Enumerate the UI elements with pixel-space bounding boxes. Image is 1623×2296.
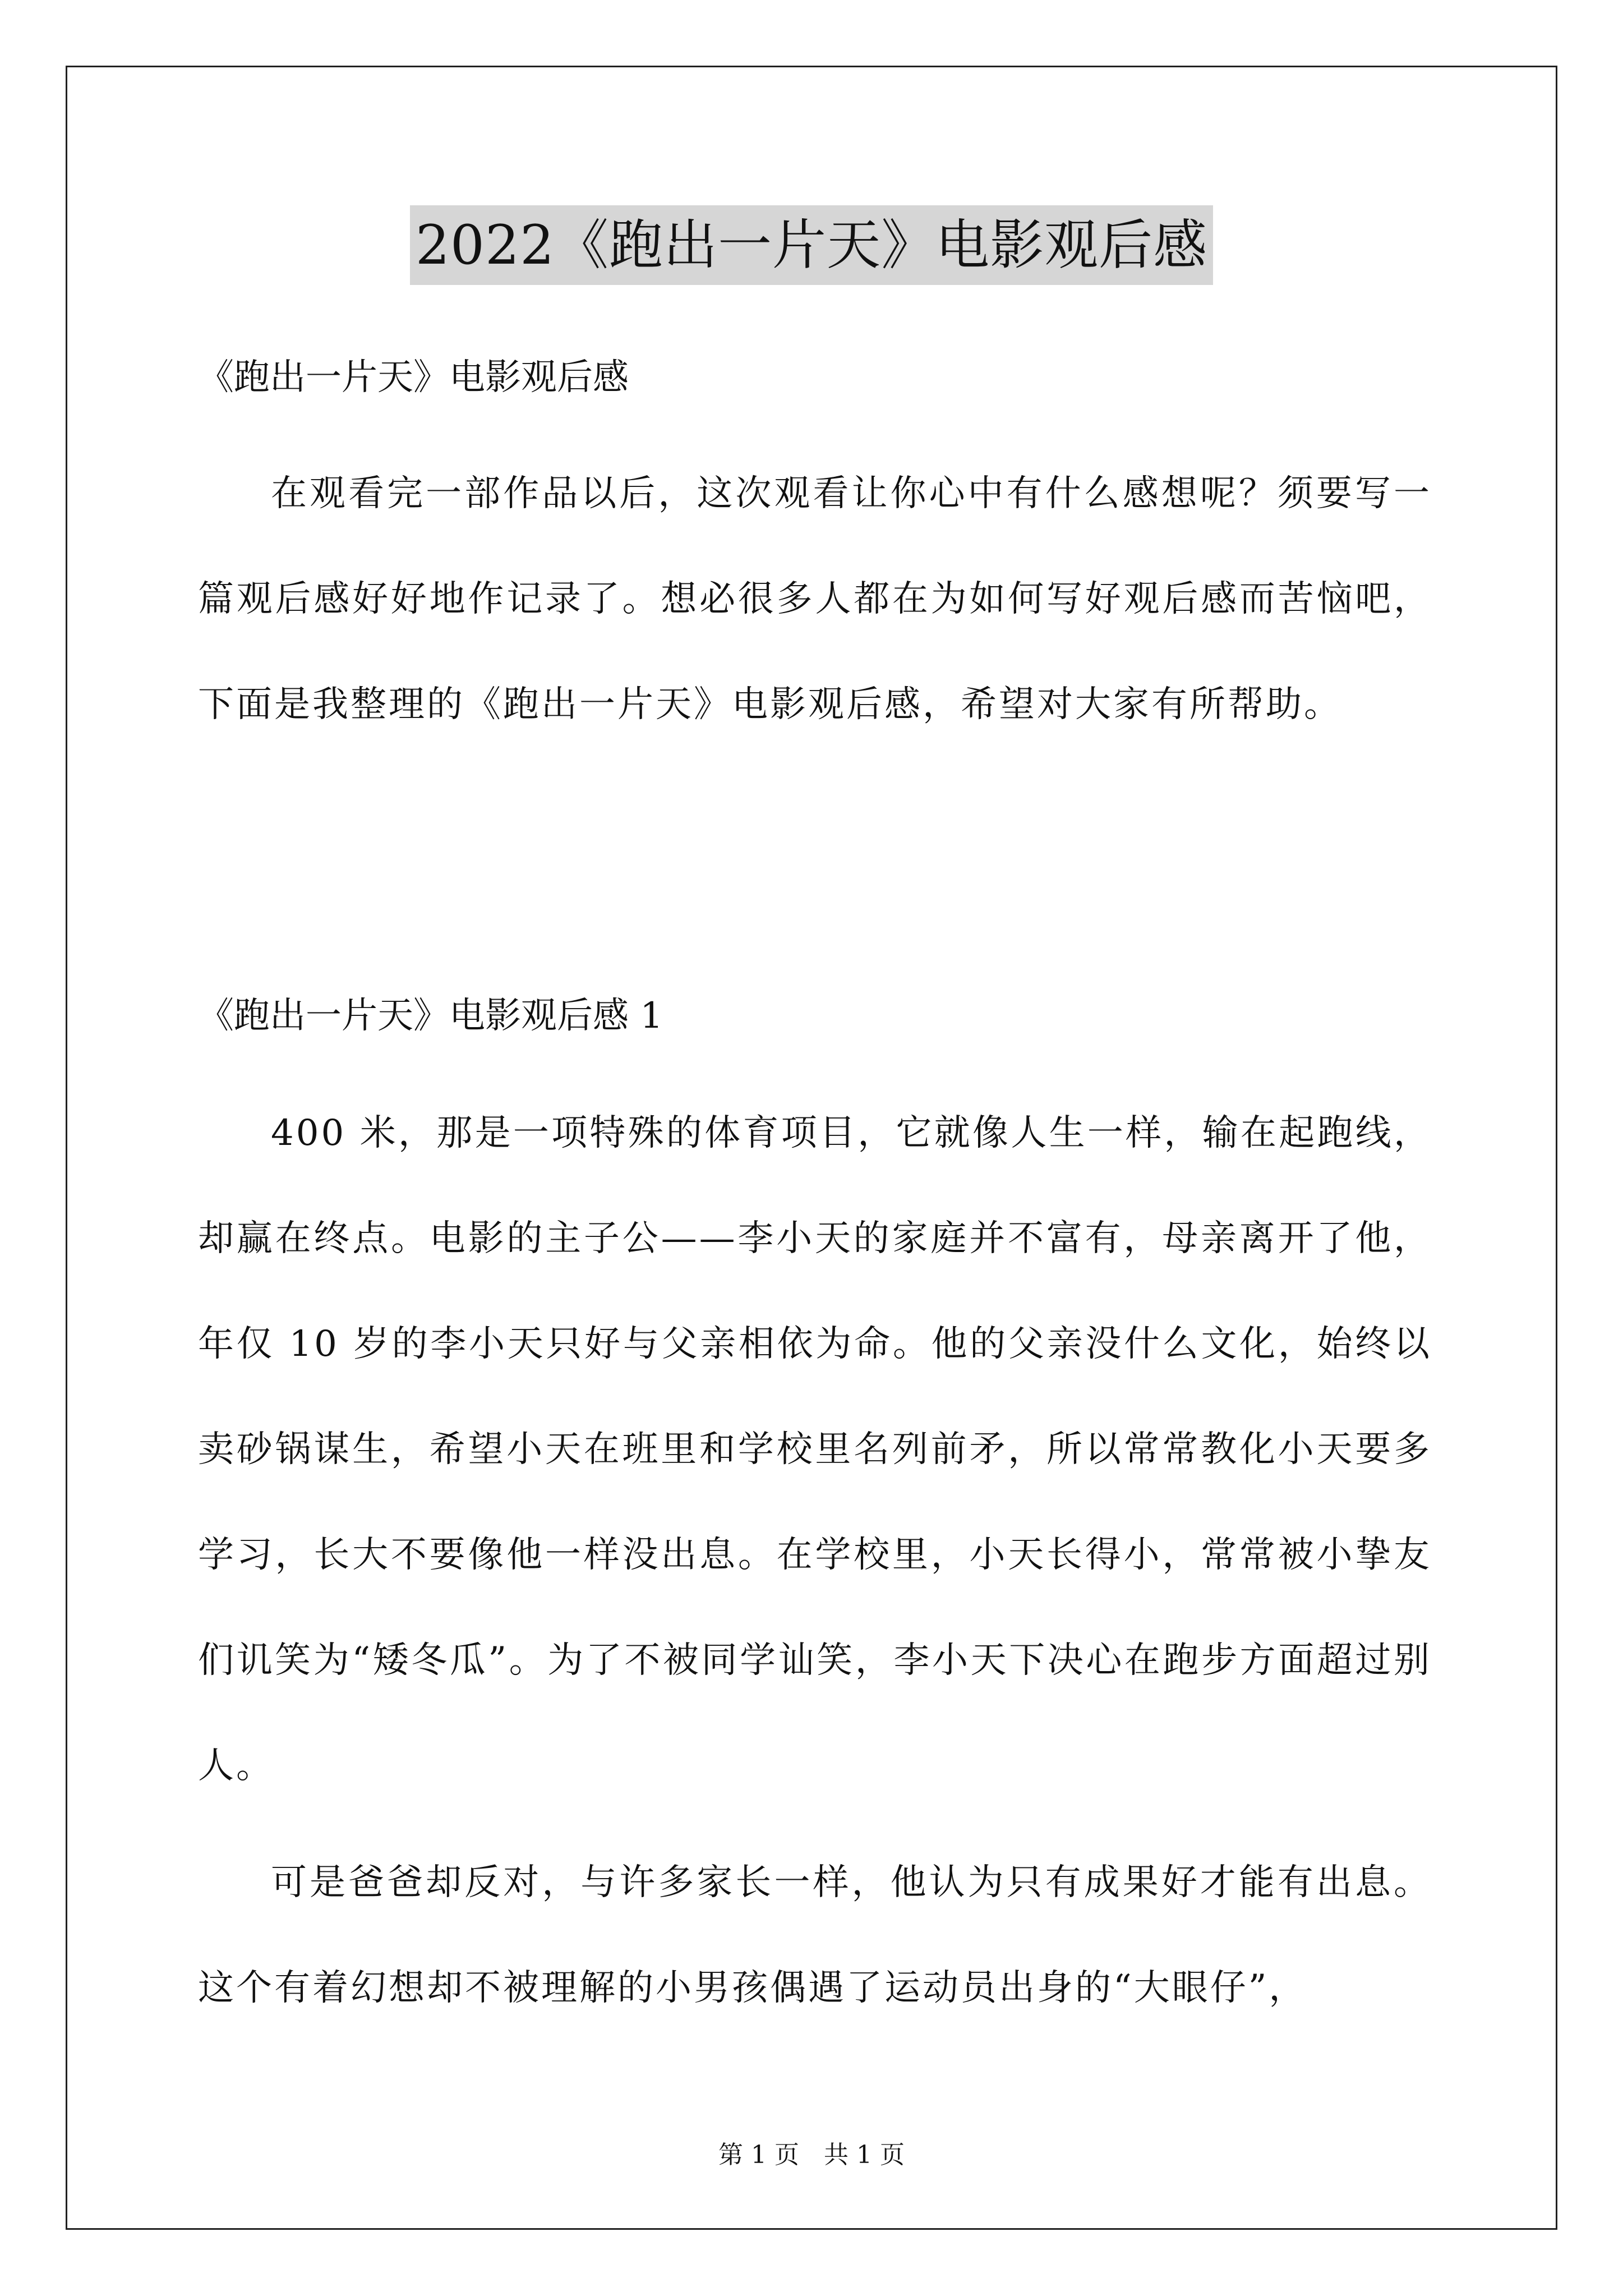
intro-paragraph: 在观看完一部作品以后，这次观看让你心中有什么感想呢？须要写一篇观后感好好地作记录了。想必很多人都在为如何写好观后感而苦恼吧，下面是我整理的《跑出一片天》电影观后感，希望对大家有所帮助。: [198, 473, 1432, 725]
section1-paragraph-2: 可是爸爸却反对，与许多家长一样，他认为只有成果好才能有出息。这个有着幻想却不被理解的小男孩偶遇了运动员出身的“大眼仔”，: [198, 1862, 1432, 2009]
section1-heading: 《跑出一片天》电影观后感 1: [198, 995, 663, 1037]
page-footer: 第 1 页 共 1 页: [718, 2141, 905, 2169]
title-container: [0, 205, 1623, 285]
document-title: 2022《跑出一片天》电影观后感: [410, 205, 1213, 285]
intro-heading: 《跑出一片天》电影观后感: [198, 357, 629, 398]
section1-paragraph-1: 400 米，那是一项特殊的体育项目，它就像人生一样，输在起跑线，却赢在终点。电影的主子公——李小天的家庭并不富有，母亲离开了他，年仅 10 岁的李小天只好与父亲相依为命。他的父亲没什么文化，始终以卖砂锅谋生，希望小天在班里和学校里名列前矛，所以常常教化小天要多学习，长大不要像他一样没出息。在学校里，小天长得小，常常被小挚友们讥笑为“矮冬瓜”。为了不被同学讪笑，李小天下决心在跑步方面超过别人。: [198, 1112, 1432, 1787]
